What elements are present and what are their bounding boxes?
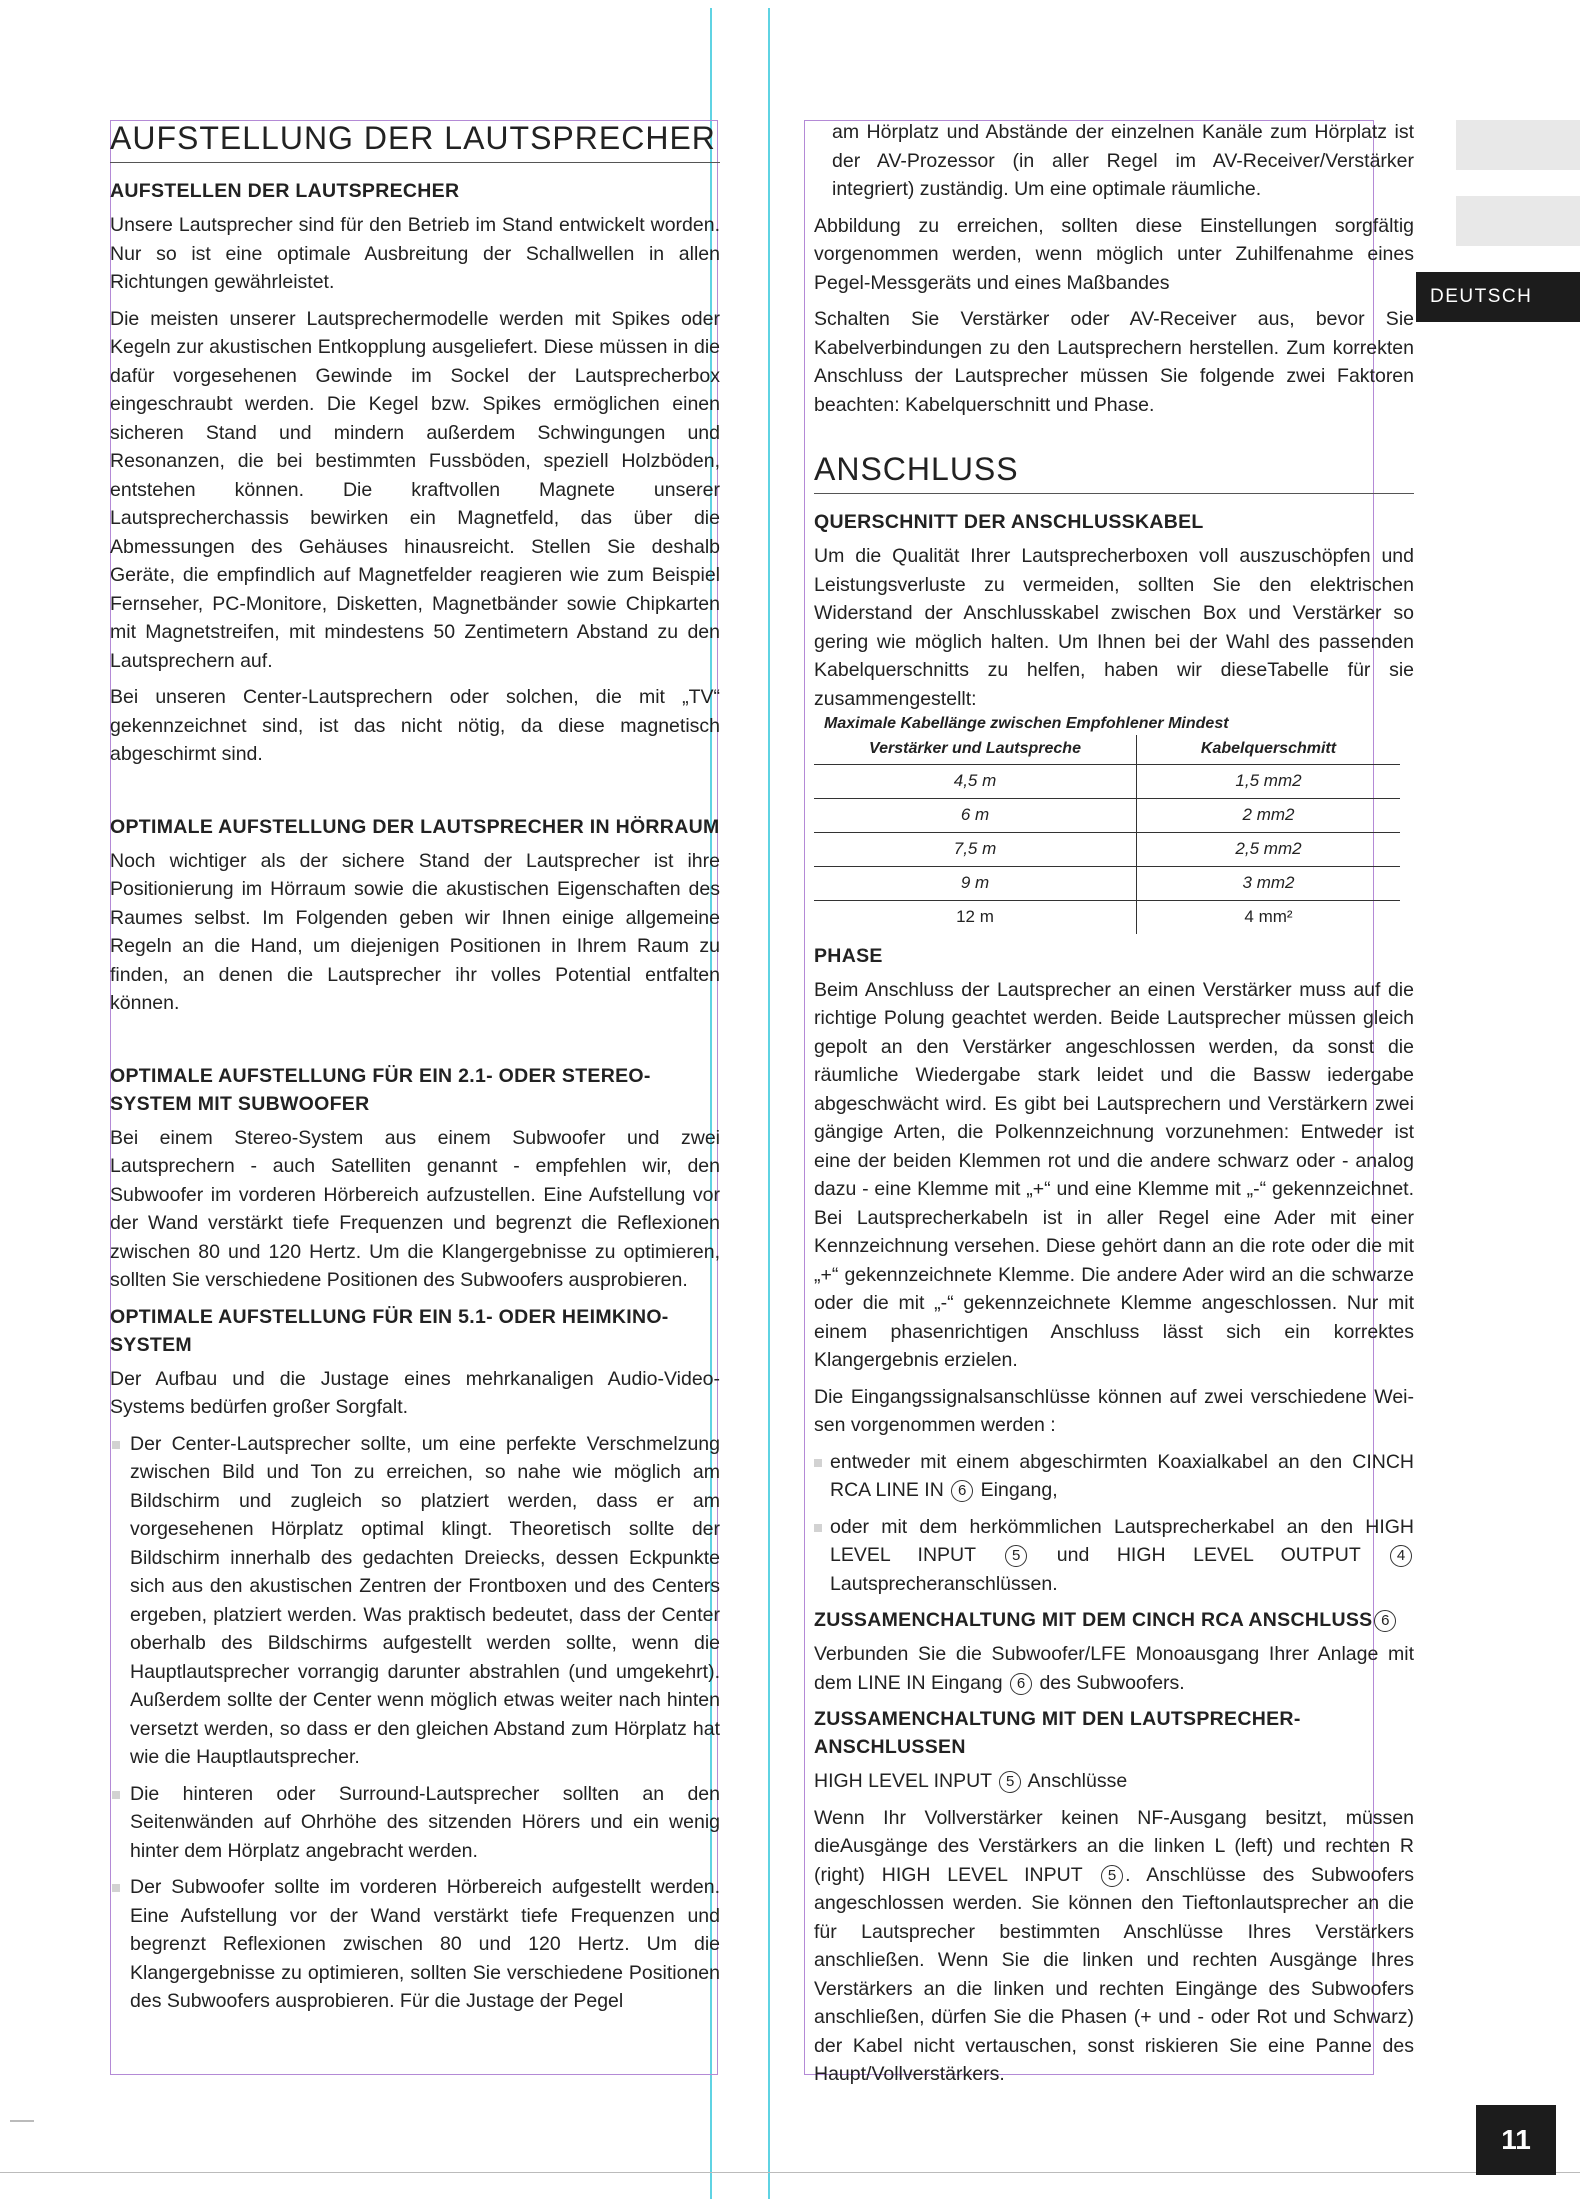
table-cell: 7,5 m: [814, 832, 1137, 866]
table-row: [814, 866, 1400, 900]
list-item: oder mit dem herkömmlichen Lautsprecherkabel an den HIGH LEVEL INPUT 5 und HIGH LEVEL OUTPUT 4 Lautsprecheranschlüssen.: [814, 1513, 1414, 1599]
table-row: [814, 798, 1400, 832]
table-cell: 12 m: [814, 900, 1137, 934]
table-cell: 2,5 mm2: [1137, 832, 1401, 866]
side-tab-blank-2: [1456, 196, 1580, 246]
heading-heimkino: OPTIMALE AUFSTELLUNG FÜR EIN 5.1- ODER HEIMKINO-SYSTEM: [110, 1305, 669, 1356]
list-item: Der Center-Lautsprecher sollte, um eine perfekte Verschmelzung zwischen Bild und Ton zu erreichen, so nahe wie möglich am Bildschirm und zugleich so platziert werden, dass er am vorgesehenen Hörplatz optimal klingt. Theoretisch sollte der Bildschirm innerhalb des gedachten Dreiecks, dessen Eckpunkte sich aus den akustischen Zentren der Frontboxen und des Centers ergeben, platziert werden. Was praktisch bedeutet, dass der Center oberhalb des Bildschirms aufgestellt werden sollte, wenn die Hauptlautsprecher vorrangig darunter abstrahlen (und umgekehrt). Außerdem sollte der Center wenn möglich etwas weiter nach hinten versetzt werden, so dass er den gleichen Abstand zum Hörplatz hat wie die Hauptlautsprecher.: [110, 1430, 720, 1772]
table-caption: Maximale Kabellänge zwischen Empfohlener Mindest: [824, 715, 1229, 732]
paragraph: Die meisten unserer Lautsprechermodelle werden mit Spikes oder Kegeln zur akustischen Entkopplung ausgeliefert. Diese müssen in die dafür vorgesehenen Gewinde im Sockel der Lautsprecherbox eingeschraubt werden. Die Kegel bzw. Spikes ermöglichen einen sicheren Stand und mindern außerdem Schwingungen und Resonanzen, die bei bestimmten Fussböden, speziell Holzböden, entstehen können. Die kraftvollen Magnete unserer Lautsprecherchassis bewirken ein Magnetfeld, das über die Abmessungen des Gehäuses hinausreicht. Stellen Sie deshalb Geräte, die empfindlich auf Magnetfelder reagieren wie zum Beispiel Fernseher, PC-Monitore, Disketten, Magnetbänder sowie Chipkarten mit Magnetstreifen, mit mindestens 50 Zentimetern Abstand zu den Lautsprechern auf.: [110, 307, 720, 672]
heading-cinch: ZUSSAMENCHALTUNG MIT DEM CINCH RCA ANSCHLUSS 6: [814, 1606, 1414, 1634]
table-row: [814, 764, 1400, 798]
heading-lautsprecher-anschluss: ZUSSAMENCHALTUNG MIT DEN LAUTSPRECHER-ANSCHLUSSEN: [814, 1708, 1301, 1758]
heading-stereo: OPTIMALE AUFSTELLUNG FÜR EIN 2.1- ODER STEREO-SYSTEM MIT SUBWOOFER: [110, 1064, 651, 1115]
list-item: Der Subwoofer sollte im vorderen Hörbereich aufgestellt werden. Eine Aufstellung vor der Wand verstärkt tiefe Frequenzen und begrenzt Reflexionen zwischen 80 und 120 Hertz. Um die Klangergebnisse zu optimieren, sollten Sie verschiedene Positionen des Subwoofers ausprobieren. Für die Justage der Pegel: [110, 1873, 720, 2016]
list-item: Die hinteren oder Surround-Lautsprecher sollten an den Seitenwänden auf Ohrhöhe des sitzenden Hörers und ein wenig hinter dem Hörplatz angebracht werden.: [110, 1780, 720, 1866]
section-title-aufstellung: AUFSTELLUNG DER LAUTSPRECHER: [110, 118, 720, 163]
connector-number-badge: 6: [1374, 1610, 1396, 1632]
paragraph: Bei unseren Center-Lautsprechern oder solchen, die mit „TV“ gekennzeichnet sind, ist das nicht nötig, da diese magnetisch abgeschirmt sind.: [110, 686, 720, 765]
footer-rule: [0, 2172, 1580, 2173]
paragraph: Abbildung zu erreichen, sollten diese Einstellungen sorgfältig vorgenommen werden, wenn möglich unter Zuhilfenahme eines Pegel-Messgeräts und eines Maßbandes: [814, 214, 1414, 294]
paragraph: Der Aufbau und die Justage eines mehrkanaligen Audio-Video-Systems bedürfen großer Sorgfalt.: [110, 1367, 720, 1418]
table-header-length: Verstärker und Lautspreche: [814, 735, 1137, 764]
table-cell: 9 m: [814, 866, 1137, 900]
table-cell: 3 mm2: [1137, 866, 1401, 900]
language-tab: DEUTSCH: [1416, 272, 1580, 322]
heading-phase: PHASE: [814, 944, 883, 967]
footer-tick: [10, 2120, 34, 2122]
connector-number-badge: 5: [999, 1771, 1021, 1793]
list-item: entweder mit einem abgeschirmten Koaxialkabel an den CINCH RCA LINE IN 6 Eingang,: [814, 1448, 1414, 1505]
heading-aufstellen: AUFSTELLEN DER LAUTSPRECHER: [110, 180, 460, 202]
table-cell: 1,5 mm2: [1137, 764, 1401, 798]
heading-querschnitt: QUERSCHNITT DER ANSCHLUSSKABEL: [814, 511, 1204, 533]
paragraph: Beim Anschluss der Lautsprecher an einen Verstärker muss auf die richtige Polung geachtet werden. Beide Lautsprecher müssen gleich gepolt an den Verstärker angeschlossen werden, da sonst die räumliche Wiedergabe stark leidet und die Bassw iedergabe abgeschwächt wird. Es gibt bei Lautsprechern und Verstärkern zwei gängige Arten, die Polkennzeichnung vorzunehmen: Entweder ist eine der beiden Klemmen rot und die andere schwarz oder - analog dazu - eine Klemme mit „+“ und eine Klemme mit „-“ gekennzeichnet. Bei Lautsprecherkabeln ist in aller Regel eine Ader mit einer Kennzeichnung versehen. Diese gehört dann an die rote oder die mit „+“ gekennzeichnete Klemme. Die andere Ader wird an die schwarze oder die mit „-“ gekennzeichnete Klemme angeschlossen. Nur mit einem phasenrichtigen Anschluss lässt sich ein korrektes Klangergebnis erzielen.: [814, 978, 1414, 1371]
table-header-crosssection: Kabelquerschmitt: [1137, 735, 1401, 764]
side-tab-blank-1: [1456, 120, 1580, 170]
paragraph: Verbunden Sie die Subwoofer/LFE Monoausgang Ihrer Anlage mit dem LINE IN Eingang 6 des Subwoofers.: [814, 1643, 1414, 1694]
paragraph: Bei einem Stereo-System aus einem Subwoofer und zwei Lautsprechern - auch Satelliten genannt - empfehlen wir, den Subwoofer im vorderen Hörbereich aufzustellen. Eine Aufstellung vor der Wand verstärkt tiefe Frequenzen und begrenzt die Reflexionen zwischen 80 und 120 Hertz. Um die Klangergebnisse zu optimieren, sollten Sie verschiedene Positionen des Subwoofers ausprobieren.: [110, 1126, 720, 1291]
paragraph: Schalten Sie Verstärker oder AV-Receiver aus, bevor Sie Kabelverbindungen zu den Lautsprechern herstellen. Zum korrekten Anschluss der Lautsprecher müssen Sie folgende zwei Faktoren beachten: Kabelquerschnitt und Phase.: [814, 308, 1414, 416]
table-cell: 4 mm²: [1244, 906, 1293, 926]
table-cell: 4,5 m: [814, 764, 1137, 798]
paragraph: HIGH LEVEL INPUT 5 Anschlüsse: [814, 1770, 1128, 1792]
left-column: [110, 118, 720, 2024]
section-title-anschluss: ANSCHLUSS: [814, 449, 1414, 494]
connector-number-badge: 6: [1010, 1673, 1032, 1695]
paragraph: Die Eingangssignalsanschlüsse können auf zwei verschiedene Wei-sen vorgenommen werden :: [814, 1385, 1414, 1436]
connector-number-badge: 5: [1101, 1865, 1123, 1887]
heading-hoerraum: OPTIMALE AUFSTELLUNG DER LAUTSPRECHER IN HÖRRAUM: [110, 815, 720, 838]
connector-number-badge: 4: [1390, 1545, 1412, 1567]
connector-number-badge: 6: [951, 1480, 973, 1502]
table-row: [814, 832, 1400, 866]
page-number: 11: [1476, 2105, 1556, 2175]
table-cell: 2 mm2: [1137, 798, 1401, 832]
table-row: [814, 900, 1400, 934]
paragraph: am Hörplatz und Abstände der einzelnen Kanäle zum Hörplatz ist der AV-Prozessor (in aller Regel im AV-Receiver/Verstärker integriert) zuständig. Um eine optimale räumliche.: [832, 121, 1414, 200]
paragraph: Wenn Ihr Vollverstärker keinen NF-Ausgang besitzt, müssen dieAusgänge des Verstärkers an die linken L (left) und rechten R (right) HIGH LEVEL INPUT 5 . Anschlüsse des Subwoofers angeschlossen werden. Sie können den Tieftonlautsprecher an die für Lautsprecher bestimmten Anschlüsse Ihres Verstärkers anschließen. Wenn Sie die linken und rechten Ausgänge Ihres Verstärkers an die linken und rechten Eingänge des Subwoofers anschließen, dürfen Sie die Phasen (+ und - oder Rot und Schwarz) der Kabel nicht vertauschen, sonst riskieren Sie eine Panne des Haupt/Vollverstärkers.: [814, 1806, 1414, 2085]
cable-table: [814, 735, 1400, 934]
guide-line-right: [768, 8, 770, 2199]
connector-number-badge: 5: [1005, 1545, 1027, 1567]
paragraph: Unsere Lautsprecher sind für den Betrieb im Stand entwickelt worden. Nur so ist eine optimale Ausbreitung der Schallwellen in allen Richtungen gewährleistet.: [110, 214, 720, 293]
paragraph: Noch wichtiger als der sichere Stand der Lautsprecher ist ihre Positionierung im Hörraum sowie die akustischen Eigenschaften des Raumes selbst. Im Folgenden geben wir Ihnen einige allgemeine Regeln an die Hand, um diejenigen Positionen in Ihrem Raum zu finden, an denen die Lautsprecher ihr volles Potential entfalten können.: [110, 849, 720, 1014]
table-cell: 6 m: [814, 798, 1137, 832]
paragraph: Um die Qualität Ihrer Lautsprecherboxen voll auszuschöpfen und Leistungsverluste zu vermeiden, sollten Sie den elektrischen Widerstand der Anschlusskabel zwischen Box und Verstärker so gering wie möglich halten. Um Ihnen bei der Wahl des passenden Kabelquerschnitts zu helfen, haben wir dieseTabelle für sie zusammengestellt:: [814, 545, 1414, 710]
right-column: [814, 118, 1414, 2097]
